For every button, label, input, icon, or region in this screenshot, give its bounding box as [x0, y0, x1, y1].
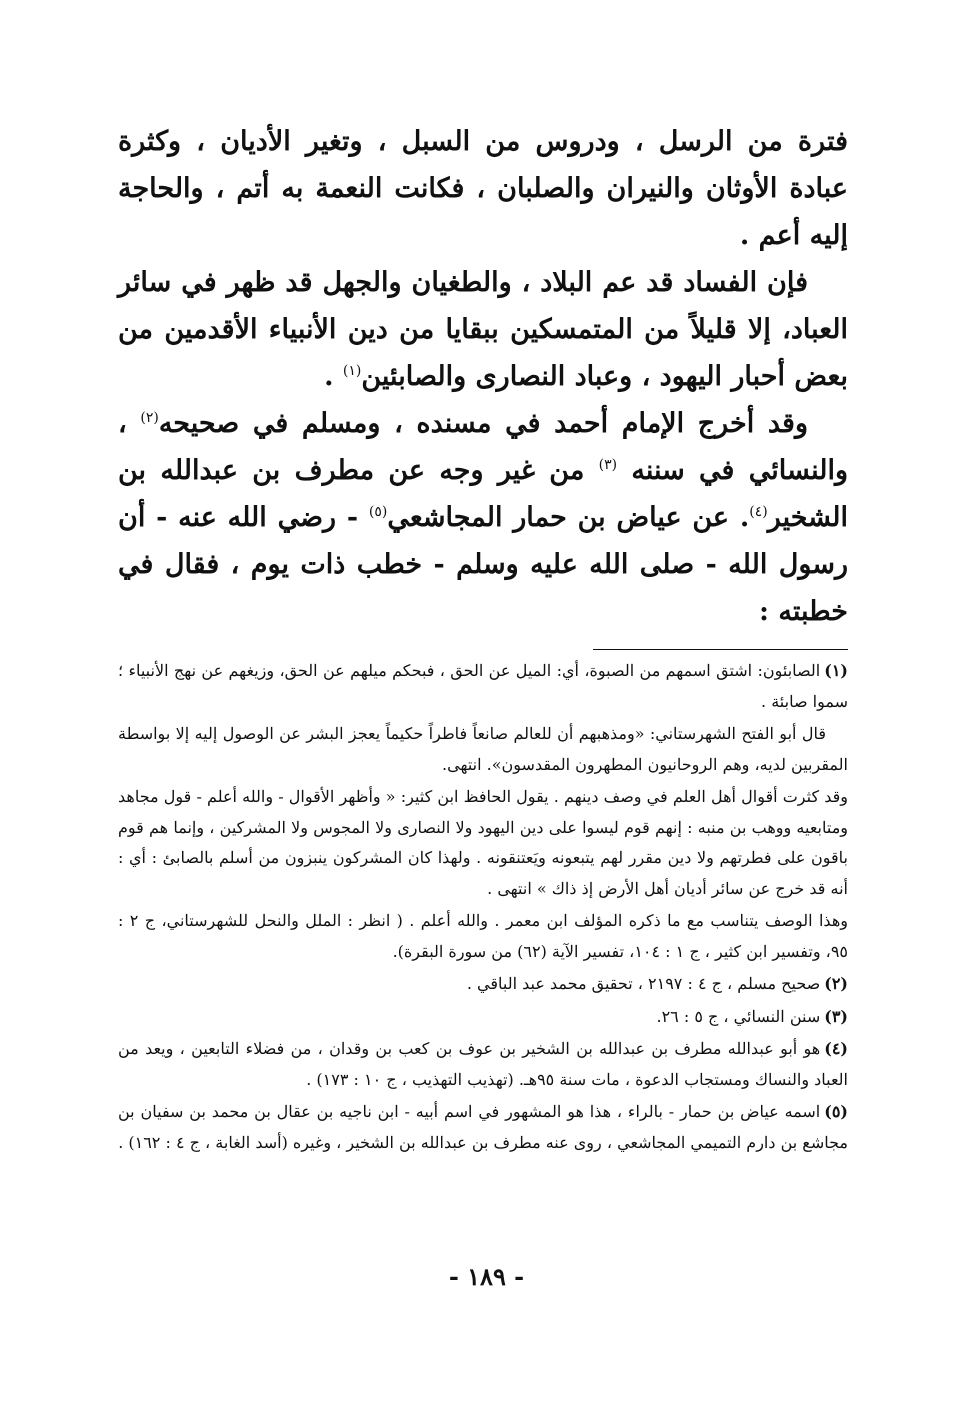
page-number: - ١٨٩ -	[448, 1262, 525, 1291]
footnote-2-number: (٢)	[824, 974, 848, 993]
paragraph-2-end: .	[324, 361, 343, 392]
footnote-5-number: (٥)	[824, 1102, 848, 1121]
paragraph-1: فترة من الرسل ، ودروس من السبل ، وتغير الأديان ، وكثرة عبادة الأوثان والنيران والصلبان ، فكانت النعمة به أتم ، والحاجة إليه أعم .	[118, 126, 848, 251]
footnote-1	[118, 656, 848, 717]
paragraph-3-d: . عن عياض بن حمار المجاشعي	[387, 502, 750, 533]
footnote-4-number: (٤)	[824, 1039, 848, 1058]
footnote-ref-1[interactable]: (١)	[342, 363, 362, 379]
footnote-1-text: الصابئون: اشتق اسمهم من الصبوة، أي: الميل عن الحق ، فبحكم ميلهم عن الحق، وزيغهم عن نهج الأنبياء ؛ سموا صابئة .	[118, 661, 848, 711]
footnote-ref-3[interactable]: (٣)	[598, 457, 618, 473]
footnote-ref-5[interactable]: (٥)	[368, 504, 388, 520]
footnote-4	[118, 1034, 848, 1095]
footnote-divider	[593, 649, 848, 650]
footnote-2-text: صحيح مسلم ، ج ٤ : ٢١٩٧ ، تحقيق محمد عبد الباقي .	[466, 974, 821, 993]
footnote-1-para-2: قال أبو الفتح الشهرستاني: «ومذهبهم أن للعالم صانعاً فاطراً حكيماً يعجز البشر عن الوصول إليه إلا بواسطة المقربين لديه، وهم الروحانيون المطهرون المقدسون». انتهى.	[118, 724, 848, 774]
footnote-4-text: هو أبو عبدالله مطرف بن عبدالله بن الشخير بن عوف بن كعب بن وقدان ، من فضلاء التابعين ، ويعد من العباد والنساك ومستجاب الدعوة ، مات سنة ٩٥هـ. (تهذيب التهذيب ، ج ١٠ : ١٧٣) .	[118, 1039, 848, 1089]
footnotes	[118, 656, 848, 1158]
footnote-3-text: سنن النسائي ، ج ٥ : ٢٦.	[656, 1006, 821, 1026]
paragraph-3-e: - رضي الله عنه - أن رسول الله - صلى الله عليه وسلم - خطب ذات يوم ، فقال في خطبته :	[118, 502, 848, 627]
footnote-ref-2[interactable]: (٢)	[140, 410, 159, 426]
main-text	[118, 118, 848, 635]
footnote-1-para-3: وقد كثرت أقوال أهل العلم في وصف دينهم . يقول الحافظ ابن كثير: « وأظهر الأقوال - والله أعلم - قول مجاهد ومتابعيه ووهب بن منبه : إنهم قوم ليسوا على دين اليهود ولا النصارى ولا المجوس ولا المشركين ، وإنما هم قوم باقون على فطرتهم ولا دين مقرر لهم يتبعونه ويَعتنقونه . ولهذا كان المشركون ينبزون من أسلم بالصابئ : أي : أنه قد خرج عن سائر أديان أهل الأرض إذ ذاك » انتهى .	[118, 787, 848, 898]
footnote-3-number: (٣)	[824, 1006, 848, 1026]
page-content	[118, 118, 848, 1160]
footnote-1-number: (١)	[824, 661, 848, 680]
footnote-ref-4[interactable]: (٤)	[749, 504, 768, 520]
paragraph-2-text: فإن الفساد قد عم البلاد ، والطغيان والجهل قد ظهر في سائر العباد، إلا قليلاً من المتمسكين ببقايا من دين الأنبياء الأقدمين من بعض أحبار اليهود ، وعباد النصارى والصابئين	[118, 267, 848, 392]
paragraph-3-c: من غير وجه عن مطرف بن عبدالله بن الشخير	[118, 455, 848, 533]
footnote-3	[118, 1002, 848, 1033]
paragraph-3-b: ، والنسائي في سننه	[118, 408, 848, 486]
footnote-2	[118, 969, 848, 1000]
paragraph-3-a: وقد أخرج الإمام أحمد في مسنده ، ومسلم في صحيحه	[158, 408, 808, 439]
footnote-5	[118, 1097, 848, 1158]
paragraph-3	[118, 400, 848, 635]
footnote-1-para-4: وهذا الوصف يتناسب مع ما ذكره المؤلف ابن معمر . والله أعلم . ( انظر : الملل والنحل للشهرستاني، ج ٢ : ٩٥، وتفسير ابن كثير ، ج ١ : ١٠٤، تفسير الآية (٦٢) من سورة البقرة).	[118, 911, 848, 961]
footnote-5-text: اسمه عياض بن حمار - بالراء ، هذا هو المشهور في اسم أبيه - ابن ناجيه بن عقال بن محمد بن سفيان بن مجاشع بن دارم التميمي المجاشعي ، روى عنه مطرف بن عبدالله بن الشخير ، وغيره (أسد الغابة ، ج ٤ : ١٦٢) .	[118, 1102, 848, 1152]
paragraph-2	[118, 259, 848, 400]
